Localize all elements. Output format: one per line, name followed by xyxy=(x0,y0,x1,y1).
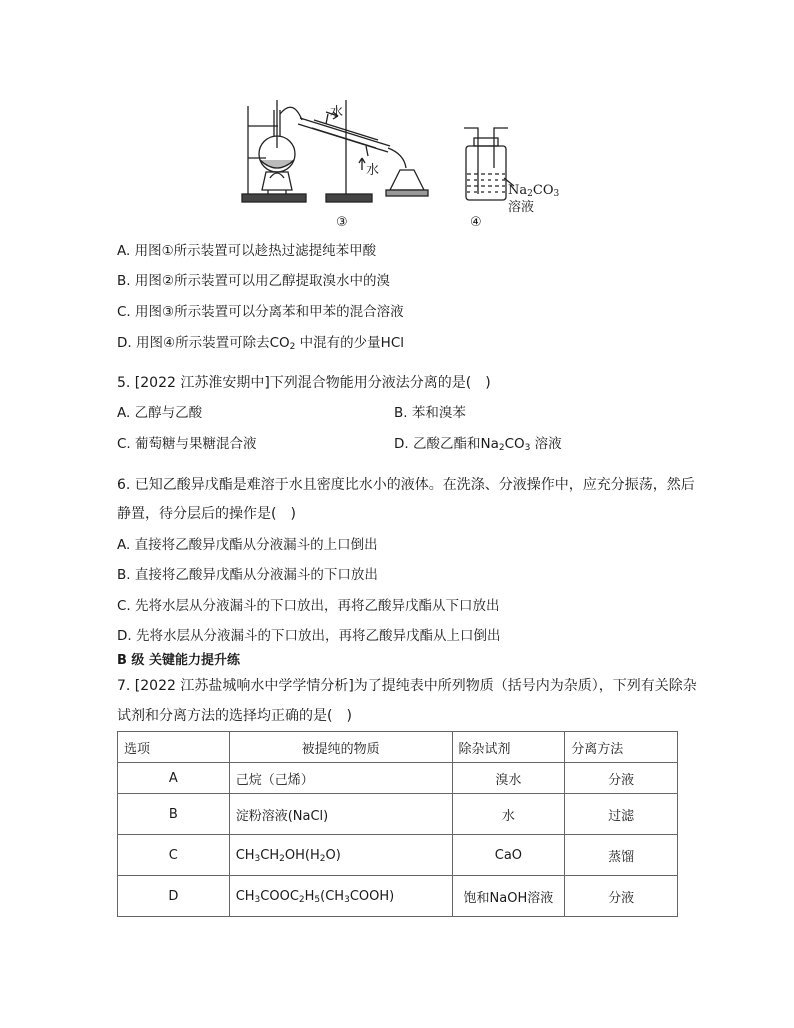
q6-option-c: C. 先将水层从分液漏斗的下口放出，再将乙酸异戊酯从下口放出 xyxy=(117,598,500,614)
q5-option-b: B. 苯和溴苯 xyxy=(394,405,466,421)
table-header-row xyxy=(118,732,678,763)
table-row xyxy=(118,763,678,794)
table-row xyxy=(118,794,678,835)
q5-option-c: C. 葡萄糖与果糖混合液 xyxy=(117,436,257,452)
table-cell-substance: 淀粉溶液(NaCl) xyxy=(229,794,452,835)
reagent-formula: $Na_2CO_3$ xyxy=(508,183,560,199)
q7-stem-line1: 7. [2022 江苏盐城响水中学学情分析]为了提纯表中所列物质（括号内为杂质），下列有关除杂 xyxy=(117,678,697,694)
section-b-heading: B 级 关键能力提升练 xyxy=(117,653,240,668)
table-header-cell: 选项 xyxy=(118,732,230,763)
q5-option-a: A. 乙醇与乙酸 xyxy=(117,405,203,421)
apparatus-figure xyxy=(238,98,568,234)
table-cell-reagent: 饱和NaOH溶液 xyxy=(452,876,565,917)
q6-stem-line2: 静置，待分层后的操作是( ) xyxy=(117,506,296,522)
q7-stem-line2: 试剂和分离方法的选择均正确的是( ) xyxy=(117,708,352,724)
q6-option-a: A. 直接将乙酸异戊酯从分液漏斗的上口倒出 xyxy=(117,537,378,553)
figure-label-4: ④ xyxy=(470,215,482,230)
table-cell-reagent: 溴水 xyxy=(452,763,565,794)
table-cell-method: 过滤 xyxy=(565,794,678,835)
q5-option-d: D. 乙酸乙酯和$Na_2CO_3$ 溶液 xyxy=(394,436,562,453)
table-cell-option: D xyxy=(118,876,230,917)
q6-option-d: D. 先将水层从分液漏斗的下口放出，再将乙酸异戊酯从上口倒出 xyxy=(117,628,501,644)
figure-label-3: ③ xyxy=(336,215,348,230)
q4-option-c: C. 用图③所示装置可以分离苯和甲苯的混合溶液 xyxy=(117,304,404,320)
water-label-bottom: 水 xyxy=(366,163,380,178)
table-cell-option: A xyxy=(118,763,230,794)
table-cell-reagent: 水 xyxy=(452,794,565,835)
q6-stem-line1: 6. 已知乙酸异戊酯是难溶于水且密度比水小的液体。在洗涤、分液操作中，应充分振荡，然后 xyxy=(117,477,695,493)
table-row xyxy=(118,876,678,917)
q4-option-d: D. 用图④所示装置可除去$CO_2$ 中混有的少量HCl xyxy=(117,335,404,352)
table-cell-substance: $CH_3CH_2OH(H_2O)$ xyxy=(229,835,452,876)
table-cell-substance: $CH_3COOC_2H_5(CH_3COOH)$ xyxy=(229,876,452,917)
q6-option-b: B. 直接将乙酸异戊酯从分液漏斗的下口放出 xyxy=(117,567,378,583)
table-header-cell: 被提纯的物质 xyxy=(229,732,452,763)
q4-option-b: B. 用图②所示装置可以用乙醇提取溴水中的溴 xyxy=(117,273,390,289)
table-cell-option: B xyxy=(118,794,230,835)
q4-option-a: A. 用图①所示装置可以趁热过滤提纯苯甲酸 xyxy=(117,243,377,259)
q7-table xyxy=(117,731,678,917)
table-row xyxy=(118,835,678,876)
table-header-cell: 分离方法 xyxy=(565,732,678,763)
table-cell-option: C xyxy=(118,835,230,876)
table-cell-substance: 己烷（己烯） xyxy=(229,763,452,794)
table-cell-method: 分液 xyxy=(565,876,678,917)
table-header-cell: 除杂试剂 xyxy=(452,732,565,763)
table-cell-method: 蒸馏 xyxy=(565,835,678,876)
table-cell-method: 分液 xyxy=(565,763,678,794)
water-label-top: 水 xyxy=(330,105,344,120)
q5-stem: 5. [2022 江苏淮安期中]下列混合物能用分液法分离的是( ) xyxy=(117,375,491,391)
table-cell-reagent: CaO xyxy=(452,835,565,876)
reagent-word: 溶液 xyxy=(508,200,535,215)
